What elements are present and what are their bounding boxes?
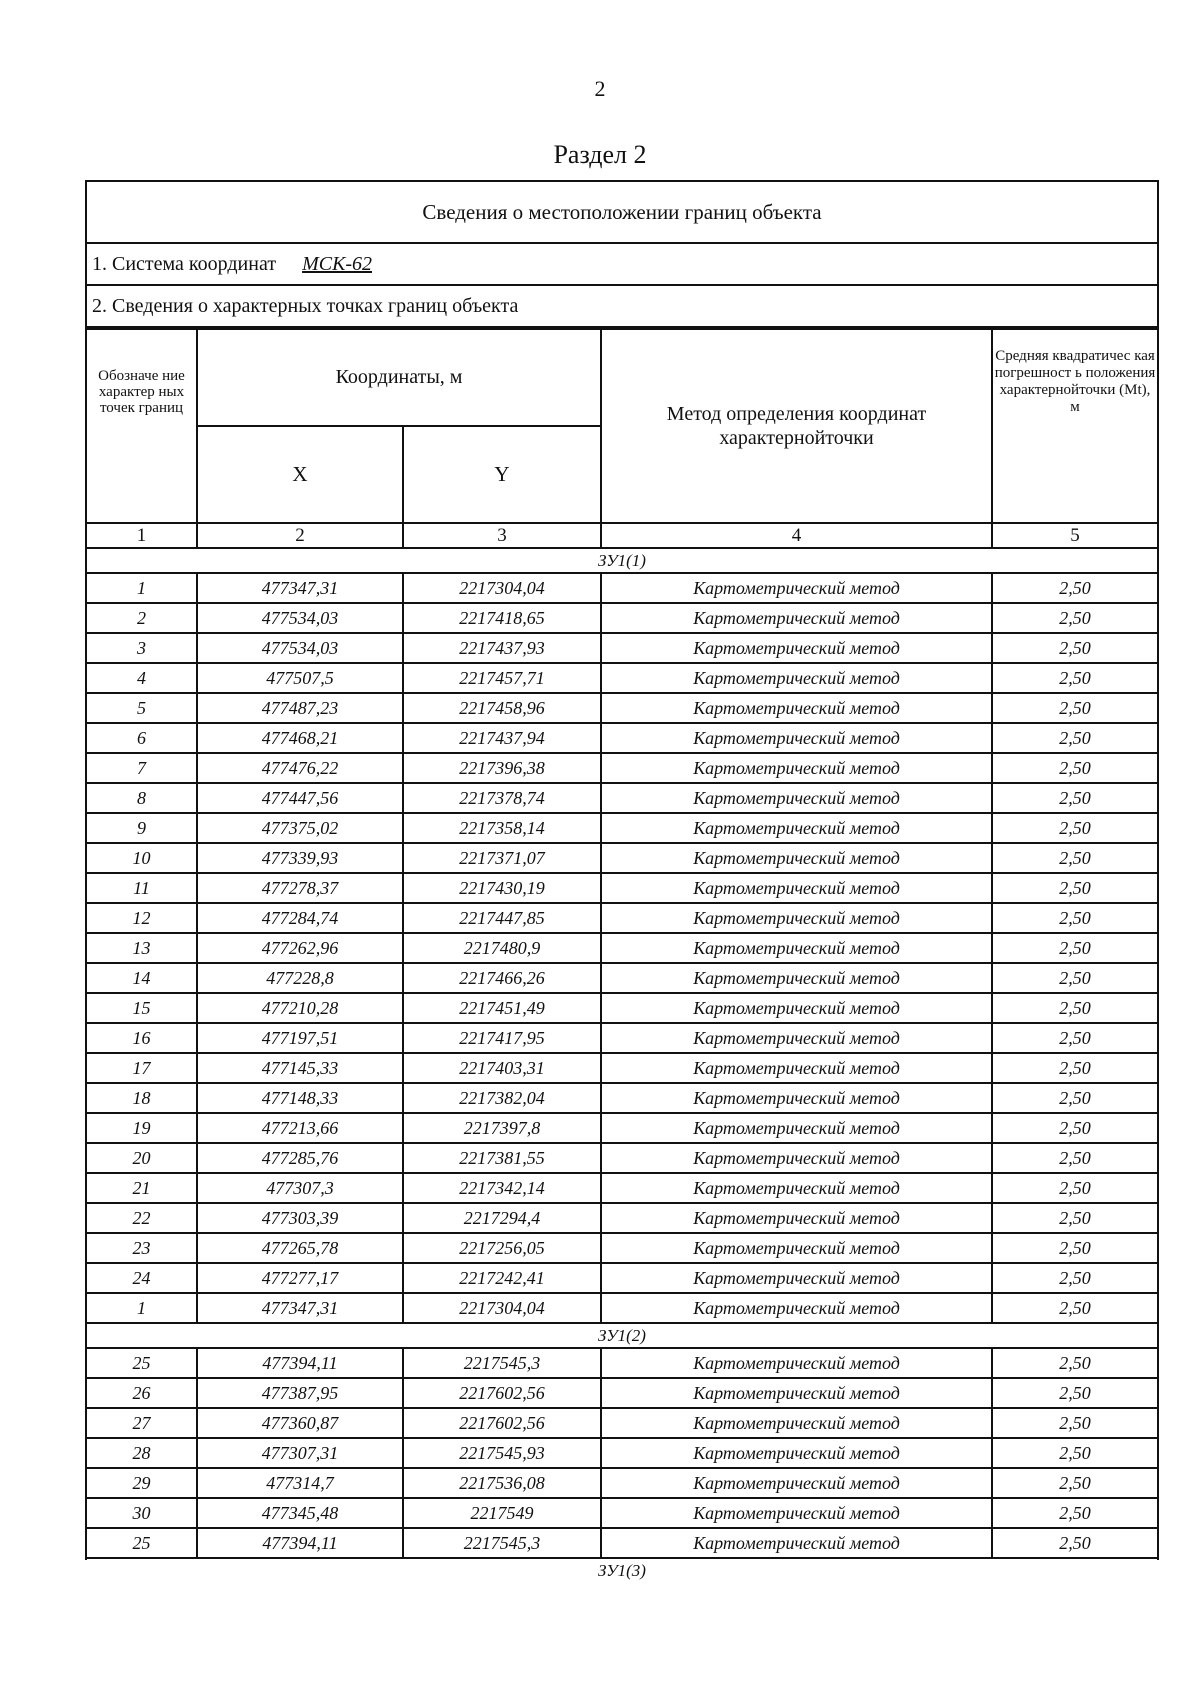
method-cell: Картометрический метод (601, 783, 992, 813)
y-coordinate-cell: 2217397,8 (403, 1113, 601, 1143)
method-cell: Картометрический метод (601, 1203, 992, 1233)
coordinate-system-label: 1. Система координат (92, 253, 277, 275)
x-coordinate-cell: 477303,39 (197, 1203, 403, 1233)
point-number-cell: 29 (87, 1468, 197, 1498)
x-coordinate-cell: 477345,48 (197, 1498, 403, 1528)
method-cell: Картометрический метод (601, 1053, 992, 1083)
coordinate-system-value: МСК-62 (302, 253, 373, 275)
table-row (87, 1528, 1157, 1558)
error-cell: 2,50 (992, 1023, 1157, 1053)
x-coordinate-cell: 477476,22 (197, 753, 403, 783)
table-row (87, 843, 1157, 873)
table-row (87, 693, 1157, 723)
group-header-row (87, 1323, 1157, 1348)
y-coordinate-cell: 2217378,74 (403, 783, 601, 813)
method-cell: Картометрический метод (601, 1528, 992, 1558)
point-number-cell: 10 (87, 843, 197, 873)
y-coordinate-cell: 2217294,4 (403, 1203, 601, 1233)
table-row (87, 993, 1157, 1023)
method-cell: Картометрический метод (601, 873, 992, 903)
x-coordinate-cell: 477347,31 (197, 573, 403, 603)
y-coordinate-cell: 2217545,93 (403, 1438, 601, 1468)
x-coordinate-cell: 477447,56 (197, 783, 403, 813)
point-number-cell: 25 (87, 1528, 197, 1558)
y-coordinate-cell: 2217545,3 (403, 1348, 601, 1378)
error-cell: 2,50 (992, 603, 1157, 633)
error-cell: 2,50 (992, 1263, 1157, 1293)
table-row (87, 1233, 1157, 1263)
table-row (87, 1143, 1157, 1173)
point-number-cell: 14 (87, 963, 197, 993)
error-cell: 2,50 (992, 1528, 1157, 1558)
method-cell: Картометрический метод (601, 1468, 992, 1498)
point-number-cell: 30 (87, 1498, 197, 1528)
table-row (87, 1498, 1157, 1528)
x-coordinate-cell: 477307,31 (197, 1438, 403, 1468)
method-cell: Картометрический метод (601, 663, 992, 693)
table-row (87, 1378, 1157, 1408)
method-cell: Картометрический метод (601, 753, 992, 783)
error-cell: 2,50 (992, 1498, 1157, 1528)
error-cell: 2,50 (992, 1348, 1157, 1378)
header-coordinates: Координаты, м (197, 329, 601, 426)
error-cell: 2,50 (992, 843, 1157, 873)
x-coordinate-cell: 477347,31 (197, 1293, 403, 1323)
error-cell: 2,50 (992, 903, 1157, 933)
x-coordinate-cell: 477394,11 (197, 1528, 403, 1558)
error-cell: 2,50 (992, 1378, 1157, 1408)
method-cell: Картометрический метод (601, 603, 992, 633)
x-coordinate-cell: 477285,76 (197, 1143, 403, 1173)
page-number: 2 (594, 76, 606, 101)
point-number-cell: 19 (87, 1113, 197, 1143)
group-header-row (87, 1558, 1157, 1582)
point-number-cell: 7 (87, 753, 197, 783)
x-coordinate-cell: 477534,03 (197, 603, 403, 633)
point-number-cell: 18 (87, 1083, 197, 1113)
column-number: 1 (87, 523, 197, 548)
point-number-cell: 23 (87, 1233, 197, 1263)
y-coordinate-cell: 2217304,04 (403, 573, 601, 603)
error-cell: 2,50 (992, 1438, 1157, 1468)
point-number-cell: 24 (87, 1263, 197, 1293)
point-number-cell: 4 (87, 663, 197, 693)
point-number-cell: 12 (87, 903, 197, 933)
x-coordinate-cell: 477487,23 (197, 693, 403, 723)
x-coordinate-cell: 477278,37 (197, 873, 403, 903)
group-name: ЗУ1(3) (87, 1558, 1157, 1582)
x-coordinate-cell: 477307,3 (197, 1173, 403, 1203)
table-row (87, 1263, 1157, 1293)
error-cell: 2,50 (992, 1293, 1157, 1323)
error-cell: 2,50 (992, 873, 1157, 903)
error-cell: 2,50 (992, 1203, 1157, 1233)
y-coordinate-cell: 2217371,07 (403, 843, 601, 873)
y-coordinate-cell: 2217536,08 (403, 1468, 601, 1498)
table-row (87, 1083, 1157, 1113)
method-cell: Картометрический метод (601, 1173, 992, 1203)
error-cell: 2,50 (992, 1468, 1157, 1498)
y-coordinate-cell: 2217403,31 (403, 1053, 601, 1083)
point-number-cell: 21 (87, 1173, 197, 1203)
column-number-row (87, 523, 1157, 548)
error-cell: 2,50 (992, 753, 1157, 783)
point-number-cell: 1 (87, 1293, 197, 1323)
points-table (87, 328, 1157, 1582)
table-row (87, 873, 1157, 903)
x-coordinate-cell: 477213,66 (197, 1113, 403, 1143)
x-coordinate-cell: 477314,7 (197, 1468, 403, 1498)
table-row (87, 603, 1157, 633)
table-row (87, 813, 1157, 843)
point-number-cell: 22 (87, 1203, 197, 1233)
table-row (87, 933, 1157, 963)
x-coordinate-cell: 477277,17 (197, 1263, 403, 1293)
x-coordinate-cell: 477284,74 (197, 903, 403, 933)
coordinate-system-row (87, 244, 1157, 286)
y-coordinate-cell: 2217480,9 (403, 933, 601, 963)
y-coordinate-cell: 2217381,55 (403, 1143, 601, 1173)
method-cell: Картометрический метод (601, 1408, 992, 1438)
y-coordinate-cell: 2217549 (403, 1498, 601, 1528)
x-coordinate-cell: 477210,28 (197, 993, 403, 1023)
point-number-cell: 25 (87, 1348, 197, 1378)
header-method: Метод определения координат характернойточки (601, 329, 992, 523)
table-row (87, 573, 1157, 603)
section-title: Раздел 2 (553, 140, 647, 169)
point-number-cell: 1 (87, 573, 197, 603)
y-coordinate-cell: 2217545,3 (403, 1528, 601, 1558)
x-coordinate-cell: 477148,33 (197, 1083, 403, 1113)
method-cell: Картометрический метод (601, 903, 992, 933)
error-cell: 2,50 (992, 813, 1157, 843)
method-cell: Картометрический метод (601, 1083, 992, 1113)
point-number-cell: 11 (87, 873, 197, 903)
point-number-cell: 20 (87, 1143, 197, 1173)
table-row (87, 753, 1157, 783)
y-coordinate-cell: 2217437,94 (403, 723, 601, 753)
group-name: ЗУ1(1) (87, 548, 1157, 573)
y-coordinate-cell: 2217417,95 (403, 1023, 601, 1053)
y-coordinate-cell: 2217602,56 (403, 1378, 601, 1408)
x-coordinate-cell: 477228,8 (197, 963, 403, 993)
error-cell: 2,50 (992, 663, 1157, 693)
method-cell: Картометрический метод (601, 1378, 992, 1408)
x-coordinate-cell: 477265,78 (197, 1233, 403, 1263)
group-name: ЗУ1(2) (87, 1323, 1157, 1348)
method-cell: Картометрический метод (601, 693, 992, 723)
error-cell: 2,50 (992, 963, 1157, 993)
x-coordinate-cell: 477339,93 (197, 843, 403, 873)
error-cell: 2,50 (992, 633, 1157, 663)
error-cell: 2,50 (992, 1408, 1157, 1438)
column-number: 3 (403, 523, 601, 548)
y-coordinate-cell: 2217447,85 (403, 903, 601, 933)
error-cell: 2,50 (992, 1083, 1157, 1113)
y-coordinate-cell: 2217418,65 (403, 603, 601, 633)
table-row (87, 663, 1157, 693)
x-coordinate-cell: 477534,03 (197, 633, 403, 663)
y-coordinate-cell: 2217457,71 (403, 663, 601, 693)
error-cell: 2,50 (992, 783, 1157, 813)
x-coordinate-cell: 477387,95 (197, 1378, 403, 1408)
column-number: 4 (601, 523, 992, 548)
group-header-row (87, 548, 1157, 573)
header-x: X (197, 426, 403, 523)
method-cell: Картометрический метод (601, 1293, 992, 1323)
table-row (87, 783, 1157, 813)
error-cell: 2,50 (992, 723, 1157, 753)
method-cell: Картометрический метод (601, 633, 992, 663)
header-point-designation: Обозначе ние характер ных точек границ (87, 329, 197, 523)
y-coordinate-cell: 2217242,41 (403, 1263, 601, 1293)
table-row (87, 723, 1157, 753)
method-cell: Картометрический метод (601, 1143, 992, 1173)
method-cell: Картометрический метод (601, 993, 992, 1023)
header-error: Средняя квадратичес кая погрешност ь положения характернойточки (Mt), м (992, 329, 1157, 523)
method-cell: Картометрический метод (601, 843, 992, 873)
x-coordinate-cell: 477394,11 (197, 1348, 403, 1378)
method-cell: Картометрический метод (601, 1348, 992, 1378)
y-coordinate-cell: 2217451,49 (403, 993, 601, 1023)
table-row (87, 963, 1157, 993)
point-number-cell: 13 (87, 933, 197, 963)
y-coordinate-cell: 2217396,38 (403, 753, 601, 783)
point-number-cell: 8 (87, 783, 197, 813)
header-y: Y (403, 426, 601, 523)
point-number-cell: 28 (87, 1438, 197, 1468)
y-coordinate-cell: 2217466,26 (403, 963, 601, 993)
method-cell: Картометрический метод (601, 723, 992, 753)
table-row (87, 1173, 1157, 1203)
table-row (87, 1293, 1157, 1323)
y-coordinate-cell: 2217342,14 (403, 1173, 601, 1203)
point-number-cell: 2 (87, 603, 197, 633)
table-row (87, 1408, 1157, 1438)
y-coordinate-cell: 2217602,56 (403, 1408, 601, 1438)
error-cell: 2,50 (992, 993, 1157, 1023)
method-cell: Картометрический метод (601, 1113, 992, 1143)
error-cell: 2,50 (992, 1173, 1157, 1203)
method-cell: Картометрический метод (601, 933, 992, 963)
method-cell: Картометрический метод (601, 813, 992, 843)
table-row (87, 1113, 1157, 1143)
x-coordinate-cell: 477375,02 (197, 813, 403, 843)
x-coordinate-cell: 477262,96 (197, 933, 403, 963)
point-number-cell: 26 (87, 1378, 197, 1408)
table-row (87, 1203, 1157, 1233)
method-cell: Картометрический метод (601, 1023, 992, 1053)
y-coordinate-cell: 2217458,96 (403, 693, 601, 723)
error-cell: 2,50 (992, 1113, 1157, 1143)
table-row (87, 903, 1157, 933)
y-coordinate-cell: 2217430,19 (403, 873, 601, 903)
x-coordinate-cell: 477145,33 (197, 1053, 403, 1083)
x-coordinate-cell: 477468,21 (197, 723, 403, 753)
error-cell: 2,50 (992, 1053, 1157, 1083)
method-cell: Картометрический метод (601, 1498, 992, 1528)
method-cell: Картометрический метод (601, 1263, 992, 1293)
point-number-cell: 5 (87, 693, 197, 723)
points-title: 2. Сведения о характерных точках границ объекта (87, 286, 1157, 328)
y-coordinate-cell: 2217437,93 (403, 633, 601, 663)
column-number: 5 (992, 523, 1157, 548)
boundary-info-table (85, 180, 1159, 1580)
point-number-cell: 17 (87, 1053, 197, 1083)
method-cell: Картометрический метод (601, 1233, 992, 1263)
method-cell: Картометрический метод (601, 573, 992, 603)
x-coordinate-cell: 477507,5 (197, 663, 403, 693)
y-coordinate-cell: 2217358,14 (403, 813, 601, 843)
table-row (87, 1438, 1157, 1468)
x-coordinate-cell: 477197,51 (197, 1023, 403, 1053)
table-row (87, 633, 1157, 663)
y-coordinate-cell: 2217256,05 (403, 1233, 601, 1263)
point-number-cell: 3 (87, 633, 197, 663)
y-coordinate-cell: 2217382,04 (403, 1083, 601, 1113)
error-cell: 2,50 (992, 1143, 1157, 1173)
point-number-cell: 16 (87, 1023, 197, 1053)
point-number-cell: 15 (87, 993, 197, 1023)
y-coordinate-cell: 2217304,04 (403, 1293, 601, 1323)
table-row (87, 1468, 1157, 1498)
method-cell: Картометрический метод (601, 963, 992, 993)
column-number: 2 (197, 523, 403, 548)
table-row (87, 1348, 1157, 1378)
table-row (87, 1023, 1157, 1053)
error-cell: 2,50 (992, 933, 1157, 963)
x-coordinate-cell: 477360,87 (197, 1408, 403, 1438)
point-number-cell: 27 (87, 1408, 197, 1438)
error-cell: 2,50 (992, 1233, 1157, 1263)
point-number-cell: 9 (87, 813, 197, 843)
info-title: Сведения о местоположении границ объекта (87, 182, 1157, 244)
point-number-cell: 6 (87, 723, 197, 753)
error-cell: 2,50 (992, 573, 1157, 603)
method-cell: Картометрический метод (601, 1438, 992, 1468)
table-row (87, 1053, 1157, 1083)
error-cell: 2,50 (992, 693, 1157, 723)
